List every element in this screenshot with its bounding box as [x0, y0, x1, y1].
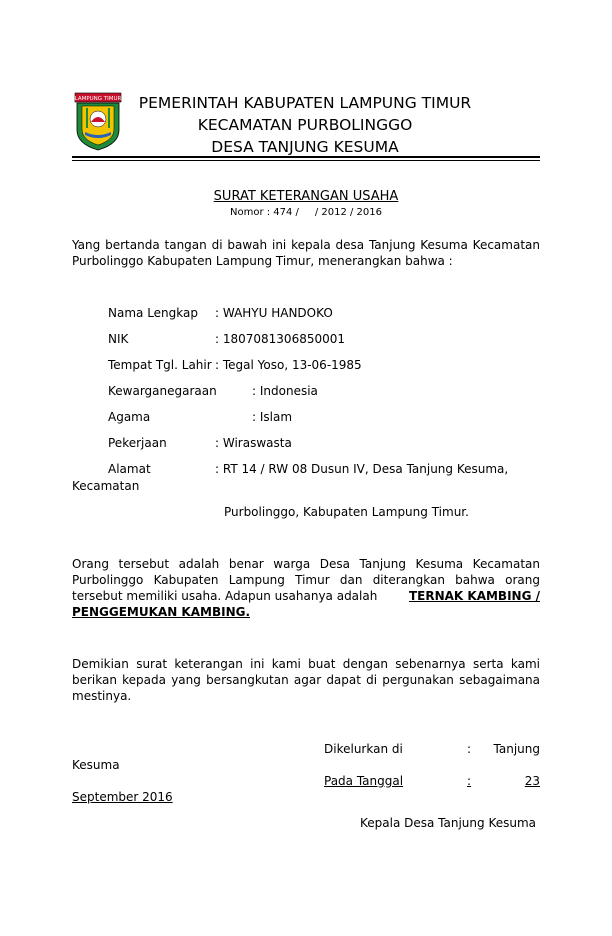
field-label-name: Nama Lengkap — [108, 306, 198, 320]
header-rule-thick — [72, 156, 540, 158]
issued-at-value: Tanjung — [493, 742, 540, 756]
regency-logo — [73, 92, 123, 152]
field-value-address: : RT 14 / RW 08 Dusun IV, Desa Tanjung Kesuma, — [215, 462, 509, 476]
closing-line-3: mestinya. — [72, 689, 132, 703]
business-type-part-1: TERNAK KAMBING / — [408, 589, 540, 603]
field-value-occupation: : Wiraswasta — [215, 436, 292, 450]
issued-at-wrap: Kesuma — [72, 758, 120, 772]
statement-line-1: Orang tersebut adalah benar warga Desa Tanjung Kesuma Kecamatan — [72, 557, 540, 571]
intro-line-1: Yang bertanda tangan di bawah ini kepala desa Tanjung Kesuma Kecamatan — [72, 238, 540, 252]
field-value-name: : WAHYU HANDOKO — [215, 306, 333, 320]
field-label-citizenship: Kewarganegaraan — [108, 384, 217, 398]
field-value-birth: : Tegal Yoso, 13-06-1985 — [215, 358, 362, 372]
field-value-citizenship: : Indonesia — [252, 384, 318, 398]
coat-of-arms-icon — [73, 92, 123, 152]
statement-line-3 — [72, 588, 540, 604]
field-label-nik: NIK — [108, 332, 129, 346]
statement-line-2: Purbolinggo Kabupaten Lampung Timur dan diterangkan bahwa orang — [72, 573, 540, 587]
closing-line-2: berikan kepada yang bersangkutan agar dapat di pergunakan sebagaimana — [72, 673, 540, 687]
letter-number: Nomor : 474 / / 2012 / 2016 — [230, 207, 382, 218]
intro-line-2: Purbolinggo Kabupaten Lampung Timur, menerangkan bahwa : — [72, 254, 453, 268]
field-label-birth: Tempat Tgl. Lahir — [108, 358, 212, 372]
field-label-religion: Agama — [108, 410, 151, 424]
issue-date-value: 23 — [524, 774, 540, 788]
issued-at-colon: : — [467, 742, 472, 756]
issue-date-colon: : — [467, 774, 472, 788]
issue-date-label: Pada Tanggal — [324, 774, 404, 788]
header-government: PEMERINTAH KABUPATEN LAMPUNG TIMUR — [138, 94, 472, 112]
issue-date-row — [324, 773, 540, 789]
closing-line-1: Demikian surat keterangan ini kami buat dengan sebenarnya serta kami — [72, 657, 540, 671]
header-rule-thin — [72, 160, 540, 161]
field-address-continued: Purbolinggo, Kabupaten Lampung Timur. — [224, 505, 469, 519]
signatory-title: Kepala Desa Tanjung Kesuma — [360, 816, 537, 830]
statement-line-3-text: tersebut memiliki usaha. Adapun usahanya adalah — [72, 589, 378, 603]
field-label-occupation: Pekerjaan — [108, 436, 167, 450]
header-village: DESA TANJUNG KESUMA — [211, 138, 399, 156]
business-type-part-2: PENGGEMUKAN KAMBING. — [72, 605, 251, 619]
header-district: KECAMATAN PURBOLINGGO — [197, 116, 413, 134]
issued-at-label: Dikelurkan di — [324, 742, 403, 756]
field-address-wrap: Kecamatan — [72, 479, 140, 493]
letter-title: SURAT KETERANGAN USAHA — [213, 189, 399, 204]
field-value-religion: : Islam — [252, 410, 293, 424]
field-value-nik: : 1807081306850001 — [215, 332, 346, 346]
field-label-address: Alamat — [108, 462, 151, 476]
logo-banner-text: LAMPUNG TIMUR — [74, 96, 122, 102]
issue-date-wrap: September 2016 — [72, 790, 173, 804]
